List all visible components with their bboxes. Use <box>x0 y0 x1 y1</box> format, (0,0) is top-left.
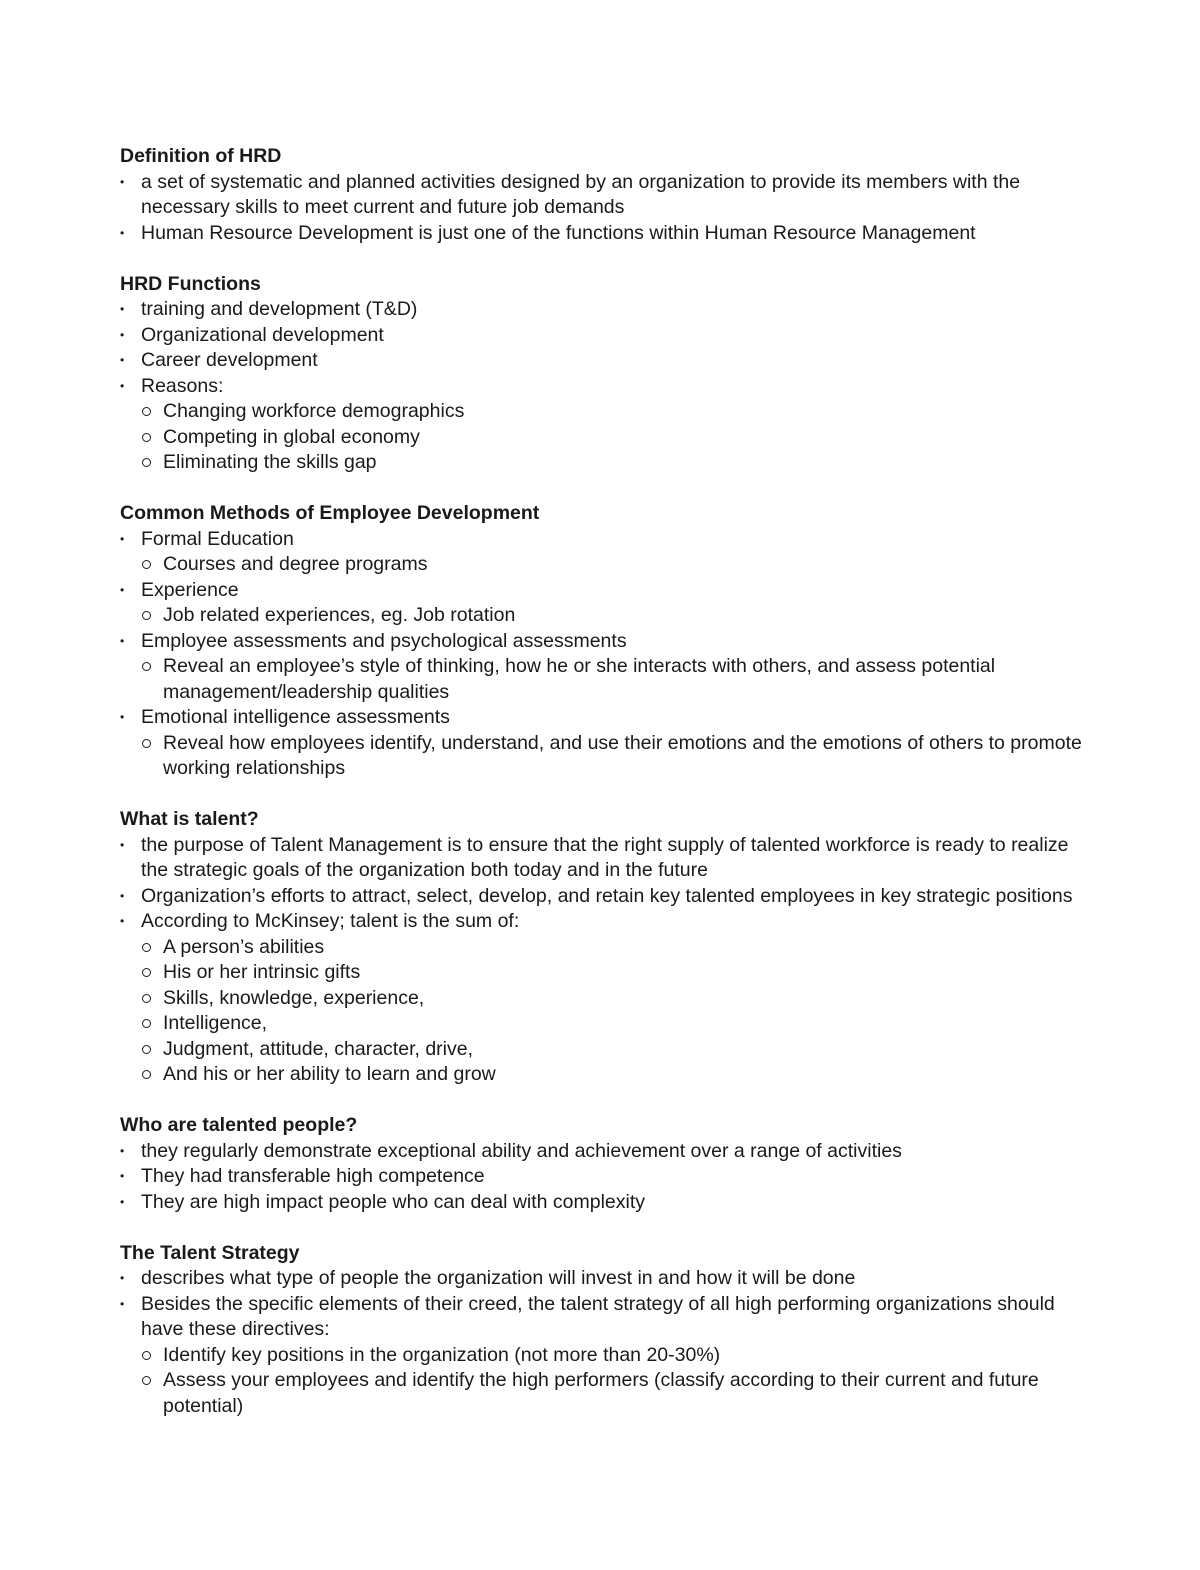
circle-bullet-icon <box>142 458 151 467</box>
list-item <box>120 1164 1100 1190</box>
bullet-list <box>120 170 1100 247</box>
sub-list-item-text: Judgment, attitude, character, drive, <box>163 1037 474 1060</box>
sub-list <box>120 399 1100 476</box>
sub-list-item <box>120 1343 1100 1369</box>
bullet-icon: • <box>120 353 125 367</box>
bullet-icon: • <box>120 888 125 903</box>
section-heading: Definition of HRD <box>120 145 282 167</box>
section <box>120 807 1100 1088</box>
sub-list <box>120 654 1100 705</box>
sub-list-item <box>120 1037 1100 1063</box>
sub-list-item-text: And his or her ability to learn and grow <box>163 1063 496 1085</box>
list-item-text: Organization’s efforts to attract, select, develop, and retain key talented employees in key strategic positions <box>141 884 1073 907</box>
list-item-text: They are high impact people who can deal with complexity <box>141 1190 646 1213</box>
list-item <box>120 323 1100 349</box>
sub-list-item-text: Courses and degree programs <box>163 553 428 575</box>
list-item <box>120 348 1100 374</box>
sub-list <box>120 552 1100 578</box>
list-item <box>120 221 1100 247</box>
list-item-text: Besides the specific elements of their creed, the talent strategy of all high performing organizations should have these directives: <box>141 1292 1055 1340</box>
circle-bullet-icon <box>142 994 151 1003</box>
sub-list-item <box>120 552 1100 578</box>
section-heading: The Talent Strategy <box>120 1241 300 1264</box>
bullet-list <box>120 1139 1100 1216</box>
sub-list-item <box>120 1011 1100 1037</box>
list-item-text: Employee assessments and psychological assessments <box>141 629 627 652</box>
bullet-icon: • <box>120 914 125 928</box>
document-page <box>120 144 1100 1445</box>
list-item <box>120 833 1100 884</box>
list-item <box>120 629 1100 706</box>
sub-list-item <box>120 654 1100 705</box>
list-item <box>120 1266 1100 1292</box>
list-item <box>120 705 1100 782</box>
sub-list-item <box>120 425 1100 451</box>
sub-list-item-text: Eliminating the skills gap <box>163 451 377 473</box>
bullet-icon: • <box>120 1143 125 1158</box>
list-item-text: they regularly demonstrate exceptional ability and achievement over a range of activities <box>141 1139 902 1162</box>
bullet-icon: • <box>120 378 125 393</box>
list-item <box>120 578 1100 629</box>
sub-list-item <box>120 450 1100 476</box>
sub-list <box>120 731 1100 782</box>
section <box>120 1241 1100 1420</box>
bullet-icon: • <box>120 837 125 852</box>
list-item <box>120 1139 1100 1165</box>
sub-list <box>120 603 1100 629</box>
bullet-icon: • <box>120 582 125 597</box>
list-item <box>120 374 1100 476</box>
list-item-text: the purpose of Talent Management is to ensure that the right supply of talented workforce is ready to realize the strategic goals of the organization both today and in the future <box>141 833 1069 881</box>
list-item-text: Formal Education <box>141 527 294 550</box>
list-item-text: Career development <box>141 349 318 371</box>
list-item-text: Organizational development <box>141 323 384 346</box>
list-item-text: Emotional intelligence assessments <box>141 706 450 728</box>
circle-bullet-icon <box>142 1045 151 1054</box>
sub-list-item <box>120 1062 1100 1088</box>
circle-bullet-icon <box>142 943 151 952</box>
list-item-text: They had transferable high competence <box>141 1165 485 1187</box>
list-item-text: Human Resource Development is just one of the functions within Human Resource Management <box>141 221 976 244</box>
sub-list-item <box>120 399 1100 425</box>
bullet-icon: • <box>120 327 125 342</box>
section <box>120 272 1100 476</box>
sub-list-item <box>120 603 1100 629</box>
sub-list-item-text: Skills, knowledge, experience, <box>163 986 425 1009</box>
list-item <box>120 1292 1100 1420</box>
bullet-list <box>120 297 1100 476</box>
circle-bullet-icon <box>142 1376 151 1385</box>
bullet-icon: • <box>120 710 125 724</box>
sub-list-item <box>120 935 1100 961</box>
list-item-text: a set of systematic and planned activities designed by an organization to provide its members with the necessary skills to meet current and future job demands <box>141 170 1021 218</box>
sub-list <box>120 935 1100 1088</box>
sub-list-item-text: Intelligence, <box>163 1012 268 1034</box>
bullet-list <box>120 527 1100 782</box>
circle-bullet-icon <box>142 611 151 620</box>
circle-bullet-icon <box>142 433 151 442</box>
section-heading: Common Methods of Employee Development <box>120 502 540 524</box>
bullet-icon: • <box>120 1296 125 1311</box>
sub-list-item-text: A person’s abilities <box>163 935 325 958</box>
section <box>120 501 1100 782</box>
list-item <box>120 527 1100 578</box>
sub-list-item <box>120 731 1100 782</box>
list-item <box>120 884 1100 910</box>
sub-list-item-text: His or her intrinsic gifts <box>163 961 361 983</box>
bullet-icon: • <box>120 174 125 189</box>
bullet-icon: • <box>120 633 125 648</box>
section <box>120 144 1100 246</box>
list-item-text: describes what type of people the organization will invest in and how it will be done <box>141 1267 856 1289</box>
sub-list-item-text: Changing workforce demographics <box>163 400 465 422</box>
circle-bullet-icon <box>142 968 151 977</box>
list-item <box>120 297 1100 323</box>
circle-bullet-icon <box>142 407 151 416</box>
sub-list-item-text: Job related experiences, eg. Job rotation <box>163 604 516 626</box>
sub-list-item <box>120 1368 1100 1419</box>
circle-bullet-icon <box>142 739 151 748</box>
list-item-text: According to McKinsey; talent is the sum of: <box>141 910 520 932</box>
sub-list-item-text: Reveal how employees identify, understand, and use their emotions and the emotions of others to promote working relationships <box>163 731 1082 779</box>
section <box>120 1113 1100 1215</box>
bullet-list <box>120 833 1100 1088</box>
list-item-text: Reasons: <box>141 374 224 397</box>
bullet-icon: • <box>120 302 125 316</box>
list-item-text: training and development (T&D) <box>141 298 418 320</box>
list-item-text: Experience <box>141 578 239 601</box>
circle-bullet-icon <box>142 1070 151 1079</box>
sub-list-item-text: Assess your employees and identify the high performers (classify according to their current and future potential) <box>163 1369 1039 1417</box>
list-item <box>120 1190 1100 1216</box>
circle-bullet-icon <box>142 560 151 569</box>
circle-bullet-icon <box>142 1351 151 1360</box>
sub-list-item-text: Competing in global economy <box>163 425 420 448</box>
sub-list-item <box>120 960 1100 986</box>
list-item <box>120 170 1100 221</box>
bullet-icon: • <box>120 1194 125 1209</box>
section-heading: What is talent? <box>120 808 259 830</box>
section-heading: HRD Functions <box>120 272 261 295</box>
bullet-icon: • <box>120 225 125 240</box>
sub-list-item-text: Reveal an employee’s style of thinking, how he or she interacts with others, and assess potential management/leadership qualities <box>163 655 996 703</box>
sub-list-item <box>120 986 1100 1012</box>
circle-bullet-icon <box>142 1019 151 1028</box>
bullet-list <box>120 1266 1100 1419</box>
bullet-icon: • <box>120 1271 125 1285</box>
sub-list-item-text: Identify key positions in the organization (not more than 20-30%) <box>163 1343 721 1366</box>
circle-bullet-icon <box>142 662 151 671</box>
bullet-icon: • <box>120 531 125 546</box>
section-heading: Who are talented people? <box>120 1114 358 1136</box>
list-item <box>120 909 1100 1088</box>
bullet-icon: • <box>120 1169 125 1183</box>
sub-list <box>120 1343 1100 1420</box>
